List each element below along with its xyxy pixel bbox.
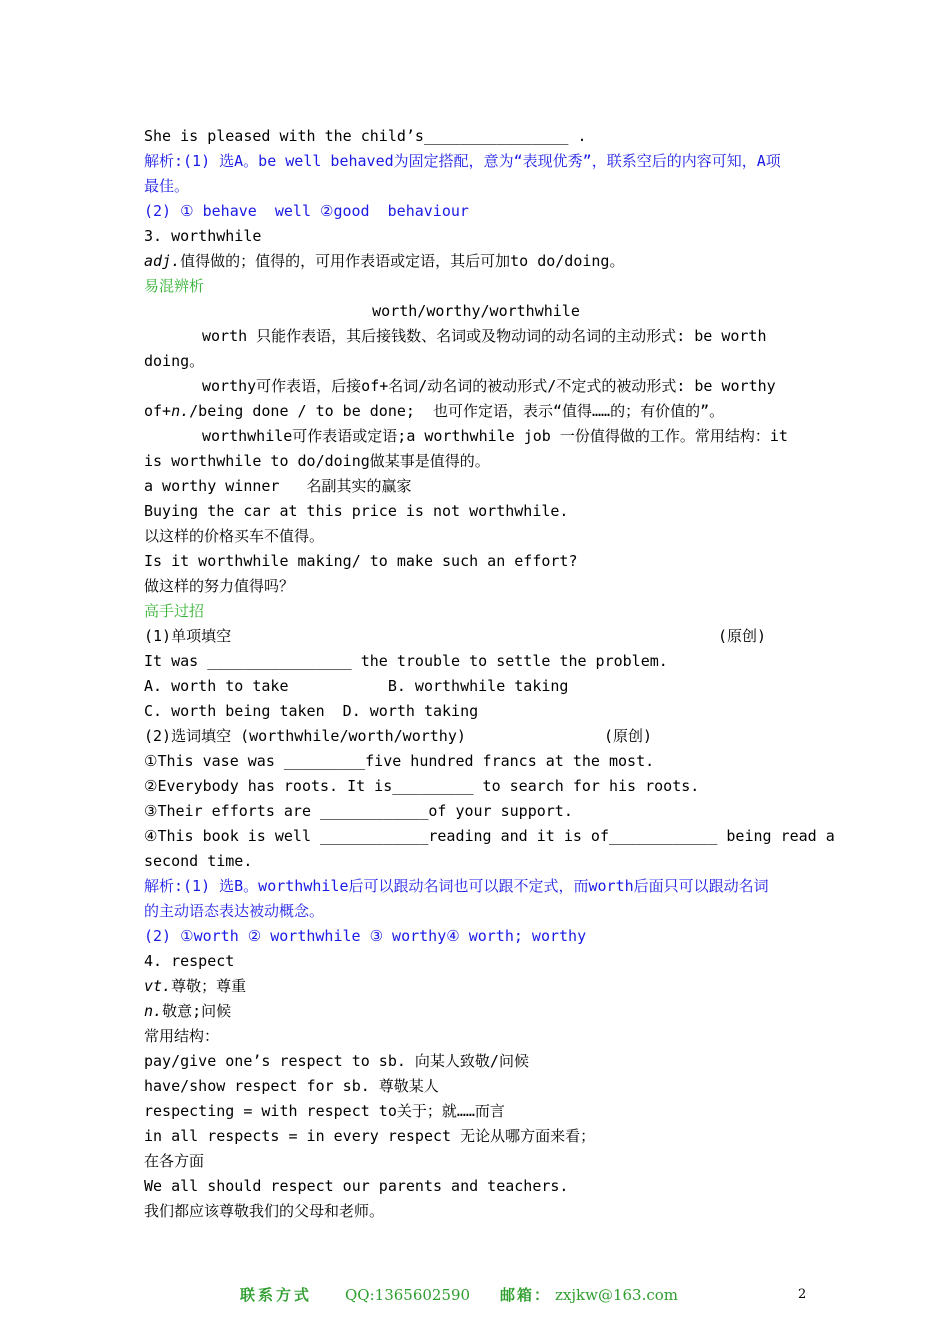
example-line: Buying the car at this price is not worthwhile. [144,502,569,520]
exercise-sentence: ①This vase was _________five hundred francs at the most. [144,752,655,770]
definition-text: 值得做的；值得的，可用作表语或定语，其后可加to do/doing。 [180,252,625,270]
exercise-heading [144,624,808,649]
definition-line [144,999,808,1024]
section-heading: 高手过招 [144,602,205,620]
answer-line: (2) ① behave well ②good behaviour [144,202,469,220]
definition-text: 敬意;问候 [162,1002,232,1020]
exercise-title: (1)单项填空 [144,627,232,645]
exercise-sentence: ④This book is well ____________reading and it is of____________ being read a [144,827,835,845]
structure-line: pay/give one’s respect to sb. 向某人致敬/问候 [144,1052,529,1070]
pos-tag: n. [144,1002,163,1020]
exercise-heading [144,724,808,749]
email-label: 邮箱： [500,1286,552,1304]
document-body [144,124,835,1224]
pos-tag: n. [171,402,190,420]
exercise-sentence: ③Their efforts are ____________of your support. [144,802,573,820]
example-translation: 我们都应该尊敬我们的父母和老师。 [144,1202,385,1220]
note-line: worth 只能作表语，其后接钱数、名词或及物动词的动名词的主动形式: be worth [202,327,767,345]
definition-line [144,974,808,999]
exercise-sentence: She is pleased with the child’s________________ . [144,127,587,145]
example-line: Is it worthwhile making/ to make such an effort? [144,552,578,570]
email-address: zxjkw@163.com [555,1286,678,1304]
note-line: doing。 [144,352,205,370]
pos-tag: adj. [144,252,181,270]
exercise-sentence: It was ________________ the trouble to settle the problem. [144,652,668,670]
page-number: 2 [798,1287,807,1302]
definition-line [144,249,808,274]
example-line: We all should respect our parents and teachers. [144,1177,569,1195]
exercise-sentence: second time. [144,852,253,870]
analysis-line: 的主动语态表达被动概念。 [144,902,325,920]
pos-tag: vt. [144,977,172,995]
source-tag: (原创) [604,727,653,745]
contact-label: 联系方式 [240,1286,313,1304]
analysis-line: 解析:(1) 选B。worthwhile后可以跟动名词也可以跟不定式，而worth后面只可以跟动名词 [144,877,769,895]
structure-line: respecting = with respect to关于；就……而言 [144,1102,505,1120]
exercise-sentence: ②Everybody has roots. It is_________ to search for his roots. [144,777,700,795]
structure-line: in all respects = in every respect 无论从哪方面来看； [144,1127,596,1145]
exercise-title: (2)选词填空 (worthwhile/worth/worthy) [144,727,466,745]
note-text: /being done / to be done; 也可作定语，表示“值得……的；有价值的”。 [189,402,725,420]
vocab-heading: 3. worthwhile [144,227,262,245]
vocab-heading: 4. respect [144,952,235,970]
comparison-title: worth/worthy/worthwhile [372,302,580,320]
note-line: worthwhile可作表语或定语;a worthwhile job 一份值得做的工作。常用结构：it [202,427,788,445]
example-translation: 以这样的价格买车不值得。 [144,527,325,545]
page-footer [0,1283,950,1307]
analysis-line: 解析:(1) 选A。be well behaved为固定搭配，意为“表现优秀”，联系空后的内容可知，A项 [144,152,781,170]
note-text: of+ [144,402,172,420]
option-line: C. worth being taken D. worth taking [144,702,479,720]
structure-heading: 常用结构： [144,1027,220,1045]
structure-line: have/show respect for sb. 尊敬某人 [144,1077,439,1095]
option-line: A. worth to take B. worthwhile taking [144,677,569,695]
example-translation: 做这样的努力值得吗？ [144,577,295,595]
analysis-line: 最佳。 [144,177,190,195]
definition-text: 尊敬；尊重 [171,977,247,995]
example-line: a worthy winner 名副其实的赢家 [144,477,412,495]
source-tag: (原创) [717,627,766,645]
structure-line: 在各方面 [144,1152,205,1170]
note-line: worthy可作表语，后接of+名词/动名词的被动形式/不定式的被动形式: be worthy [202,377,776,395]
qq-number: QQ:1365602590 [345,1286,471,1304]
answer-line: (2) ①worth ② worthwhile ③ worthy④ worth; worthy [144,927,587,945]
note-line [144,399,808,424]
section-heading: 易混辨析 [144,277,205,295]
note-line: is worthwhile to do/doing做某事是值得的。 [144,452,490,470]
